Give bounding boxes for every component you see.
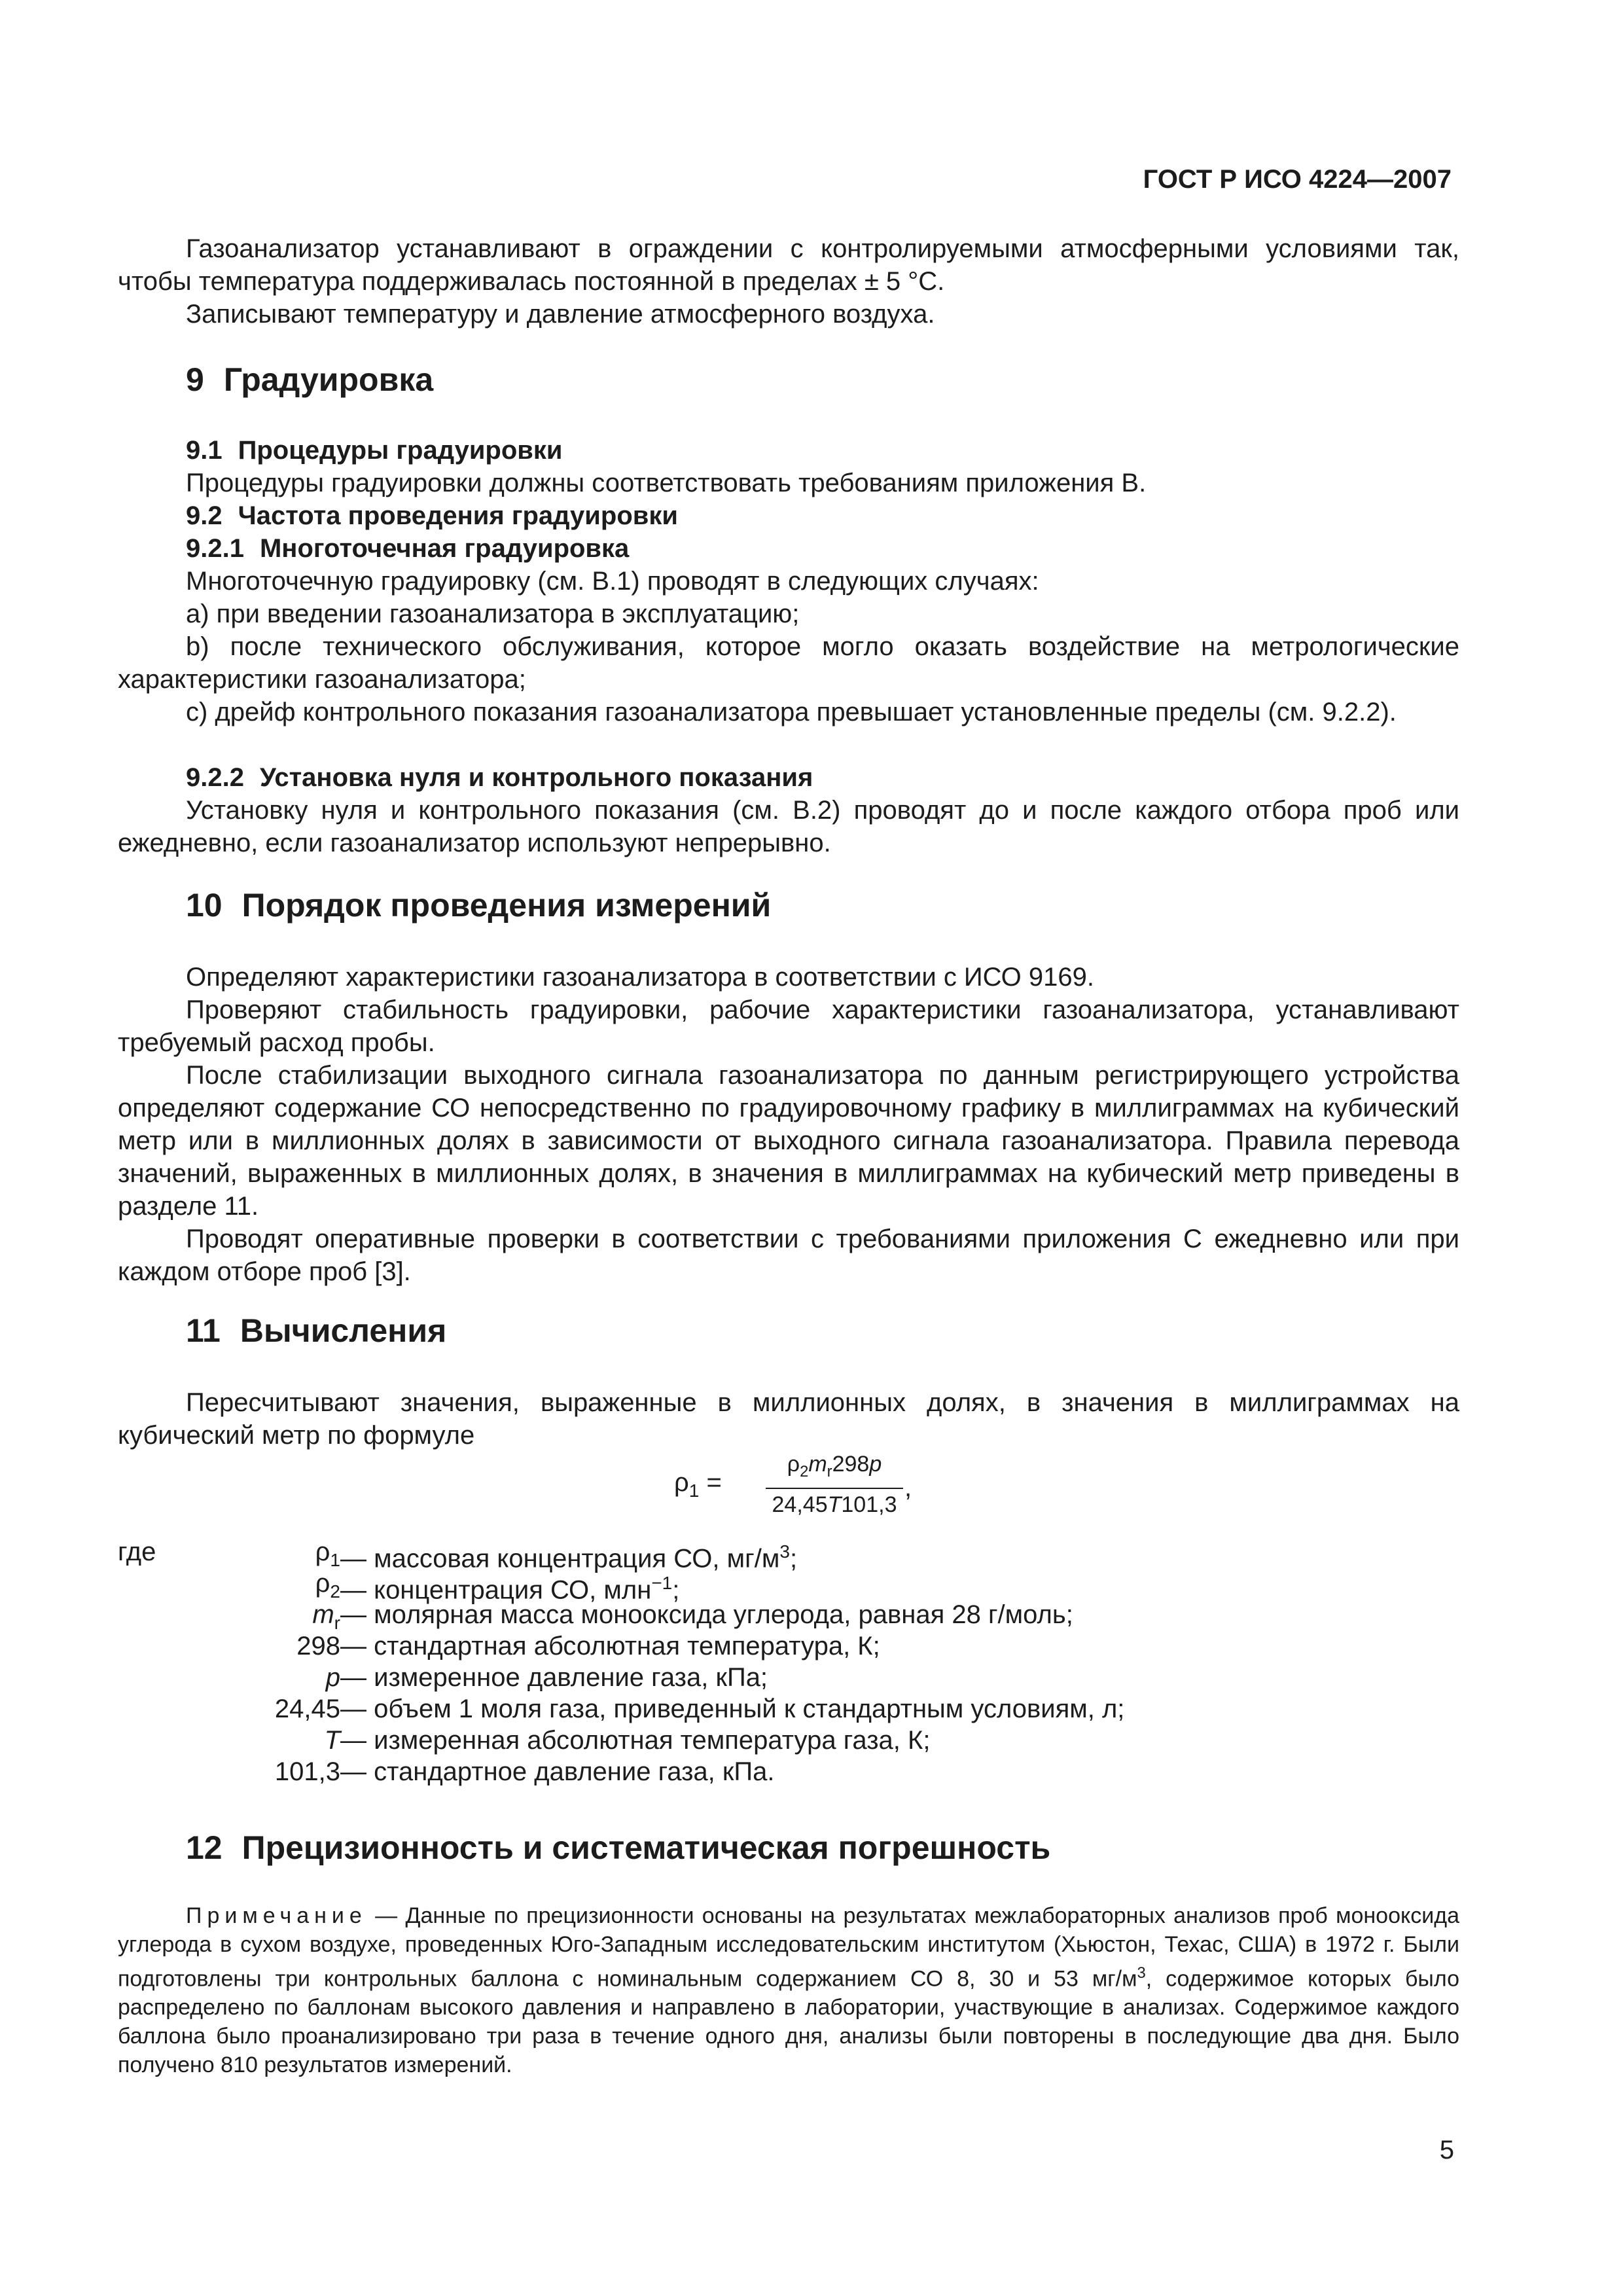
section-9-2-2-number: 9.2.2 [186,763,244,792]
section-9-2-heading [186,499,678,532]
section-11-number: 11 [186,1312,221,1349]
formula-numerator-rho: ρ [787,1452,800,1477]
definition-symbol-main: p [325,1663,340,1692]
note-superscript: 3 [1137,1964,1146,1982]
section-9-2-title: Частота проведения градуировки [238,501,678,530]
section-12-number: 12 [186,1829,223,1866]
section-10-paragraph-4: Проводят оперативные проверки в соответствии с требованиями приложения С ежедневно или при каждом отборе проб [3]. [118,1225,1459,1286]
definition-symbol-main: ρ [315,1569,330,1598]
section-9-2-1-number: 9.2.1 [186,534,244,563]
formula-numerator-m-sub: r [827,1462,832,1480]
section-9-2-number: 9.2 [186,501,223,530]
definition-text: — стандартное давление газа, кПа. [340,1757,775,1786]
definition-symbol-sub: 2 [330,1581,340,1602]
section-10-number: 10 [186,887,223,924]
section-9-title: Градуировка [223,361,434,398]
definition-text-main: — массовая концентрация СО, мг/м [340,1544,780,1573]
formula-numerator-298: 298 [832,1452,870,1477]
definition-symbol [326,1662,340,1693]
formula-lhs-subscript: 1 [688,1480,700,1501]
section-9-1-heading [186,434,563,467]
section-11-paragraph-1: Пересчитывают значения, выраженные в миллионных долях, в значения в миллиграммах на кубический метр по формуле [118,1388,1459,1450]
formula-numerator [766,1450,903,1486]
definition-symbol-sub: 1 [330,1550,340,1570]
section-9-2-2-heading [186,761,813,794]
section-9-1-text: Процедуры градуировки должны соответствовать требованиям приложения В. [186,469,1147,497]
formula-fraction-bar [766,1488,903,1489]
section-9-2-1-text: Многоточечную градуировку (см. В.1) проводят в следующих случаях: [186,567,1039,596]
definition-text-main: — концентрация СО, млн [340,1575,652,1605]
note-label: Примечание [186,1903,367,1928]
intro-paragraph-2: Записывают температуру и давление атмосферного воздуха. [186,300,935,329]
section-10-paragraph-2: Проверяют стабильность градуировки, рабочие характеристики газоанализатора, устанавливают требуемый расход пробы. [118,996,1459,1057]
definition-symbol: 101,3 [274,1757,340,1786]
definition-symbol-main: ρ [315,1537,330,1566]
section-10-heading [186,886,771,925]
formula-numerator-rho-sub: 2 [800,1462,809,1480]
formula-fraction [766,1450,903,1519]
formula-lhs [674,1468,722,1501]
definition-symbol: 24,45 [274,1695,340,1723]
note-text-part-1: — Данные по прецизионности основаны на результатах межлабораторных анализов проб монооксида углерода в сухом воздухе, проведенных Юго-Западным исследовательским институтом (Хьюстон, Техас, США) в 1972 г. Были подготовлены три контрольных баллона с номинальным содержанием СО 8, 30 и 53 мг/м [118,1903,1459,1992]
definition-text: — измеренное давление газа, кПа; [340,1663,768,1692]
section-9-1-number: 9.1 [186,436,223,465]
definition-symbol [325,1725,340,1756]
document-code: ГОСТ Р ИСО 4224—2007 [1143,165,1452,194]
section-10-paragraph-3: После стабилизации выходного сигнала газоанализатора по данным регистрирующего устройства определяют содержание СО непосредственно по градуировочному графику в миллиграммах на кубический метр или в миллионных долях в зависимости от выходного сигнала газоанализатора. Правила перевода значений, выраженных в миллионных долях, в значения в миллиграммах на кубический метр приведены в разделе 11. [118,1061,1459,1221]
section-11-heading [186,1311,446,1350]
section-9-1-title: Процедуры градуировки [238,436,563,465]
definition-symbol-sub: r [334,1613,340,1633]
list-item-c: c) дрейф контрольного показания газоанализатора превышает установленные пределы (см. 9.2.2). [186,698,1397,726]
formula-comma: , [904,1473,912,1502]
definition-text: — объем 1 моля газа, приведенный к стандартным условиям, л; [340,1695,1125,1723]
definition-text: — измеренная абсолютная температура газа, К; [340,1726,931,1755]
definition-text-end: ; [672,1575,680,1605]
formula-lhs-symbol: ρ [674,1468,689,1497]
definition-text-sup: −1 [651,1573,673,1593]
formula-denominator-t: T [827,1492,842,1517]
section-9-2-2-text: Установку нуля и контрольного показания (см. В.2) проводят до и после каждого отбора проб или ежедневно, если газоанализатор используют непрерывно. [118,796,1459,857]
section-10-paragraph-1: Определяют характеристики газоанализатора в соответствии с ИСО 9169. [186,963,1095,992]
intro-paragraph-1: Газоанализатор устанавливают в ограждении с контролируемыми атмосферными условиями так, чтобы температура поддерживалась постоянной в пределах ± 5 °С. [118,234,1459,296]
definition-symbol-main: m [312,1600,334,1629]
section-9-2-1-heading [186,532,629,565]
list-item-a: a) при введении газоанализатора в эксплуатацию; [186,600,800,628]
formula-numerator-m: m [808,1452,827,1477]
list-item-b: b) после технического обслуживания, которое могло оказать воздействие на метрологические характеристики газоанализатора; [118,632,1459,694]
definition-text: — стандартная абсолютная температура, К; [340,1632,880,1660]
section-9-number: 9 [186,361,204,398]
definition-text-end: ; [789,1544,798,1573]
definition-symbol-main: T [324,1726,340,1755]
where-label: где [118,1537,156,1566]
formula-numerator-p: p [869,1452,882,1477]
section-12-heading [186,1828,1050,1867]
definition-symbol: 298 [296,1632,340,1660]
note-text-part-2: , содержимое которых было распределено по баллонам высокого давления и направлено в лаборатории, участвующие в анализах. Содержимое каждого баллона было проанализировано три раза в течение одного дня, анализы были повторены в последующие два дня. Было получено 810 результатов измерений. [118,1966,1459,2078]
definition-text-sup: 3 [779,1541,790,1562]
formula-equals: = [706,1468,722,1497]
section-10-title: Порядок проведения измерений [241,887,772,924]
page-number: 5 [1439,2136,1454,2164]
section-9-heading [186,360,433,399]
section-11-title: Вычисления [240,1312,447,1349]
precision-note [118,1901,1459,2079]
section-12-title: Прецизионность и систематическая погрешность [241,1829,1051,1866]
section-9-2-2-title: Установка нуля и контрольного показания [259,763,813,792]
definition-text: — молярная масса монооксида углерода, равная 28 г/моль; [340,1600,1073,1629]
section-9-2-1-title: Многоточечная градуировка [259,534,630,563]
formula-denominator-24-45: 24,45 [772,1492,828,1517]
formula-denominator-101-3: 101,3 [841,1492,897,1517]
formula-denominator [766,1490,903,1519]
